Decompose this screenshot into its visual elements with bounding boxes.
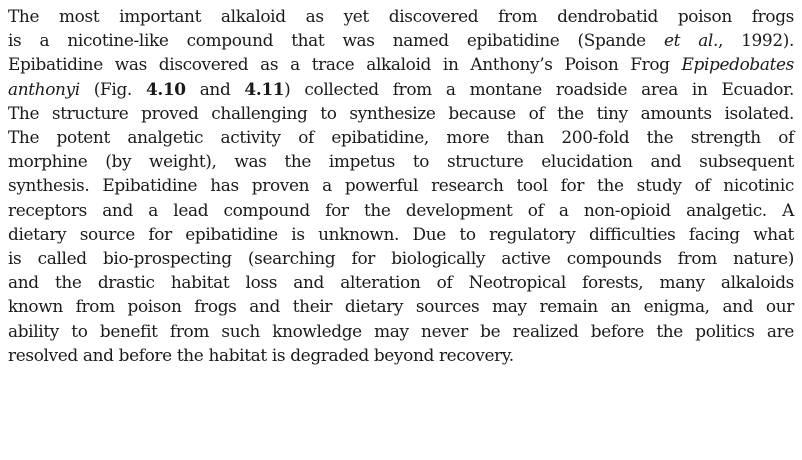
text-line [8, 52, 794, 76]
figure-reference: 4.11 [244, 78, 285, 99]
text-run: receptors and a lead compound for the development of a non-opioid analgetic. A [8, 199, 794, 220]
text-line [8, 77, 794, 101]
text-run: and the drastic habitat loss and alteration of Neotropical forests, many alkaloids [8, 272, 794, 293]
species-epithet: anthonyi [8, 78, 80, 99]
text-line [8, 198, 794, 222]
text-run: resolved and before the habitat is degraded beyond recovery. [8, 344, 514, 365]
citation-et-al: et al. [663, 30, 718, 51]
text-line [8, 173, 794, 197]
text-run: and [185, 78, 245, 99]
text-run: ) collected from a montane roadside area in Ecuador. [284, 78, 794, 99]
document-page [8, 4, 794, 367]
text-line [8, 246, 794, 270]
text-run: is called bio-prospecting (searching for biologically active compounds from nature) [8, 248, 794, 269]
text-run: morphine (by weight), was the impetus to structure elucidation and subsequent [8, 151, 794, 172]
text-line [8, 294, 794, 318]
text-run: The most important alkaloid as yet discovered from dendrobatid poison frogs [8, 6, 794, 26]
text-run: , 1992). [717, 30, 794, 51]
text-run: ability to benefit from such knowledge may never be realized before the politics are [8, 320, 794, 341]
text-run: The structure proved challenging to synthesize because of the tiny amounts isolated. [8, 102, 794, 123]
figure-reference: 4.10 [145, 78, 186, 99]
text-run: known from poison frogs and their dietary sources may remain an enigma, and our [8, 296, 794, 317]
text-line [8, 4, 794, 28]
text-line [8, 319, 794, 343]
text-run: The potent analgetic activity of epibatidine, more than 200-fold the strength of [8, 127, 794, 148]
text-line [8, 270, 794, 294]
text-run: Epibatidine was discovered as a trace alkaloid in Anthony’s Poison Frog [8, 54, 682, 75]
text-line [8, 28, 794, 52]
text-line [8, 125, 794, 149]
text-line [8, 222, 794, 246]
text-line [8, 101, 794, 125]
species-genus-name: Epipedobates [681, 54, 794, 75]
text-line [8, 149, 794, 173]
text-run: is a nicotine-like compound that was named epibatidine (Spande [8, 30, 664, 51]
text-line [8, 343, 794, 367]
text-run: synthesis. Epibatidine has proven a powerful research tool for the study of nicotinic [8, 175, 794, 196]
body-paragraph [8, 4, 794, 367]
text-run: (Fig. [79, 78, 146, 99]
text-run: dietary source for epibatidine is unknown. Due to regulatory difficulties facing what [8, 223, 794, 244]
